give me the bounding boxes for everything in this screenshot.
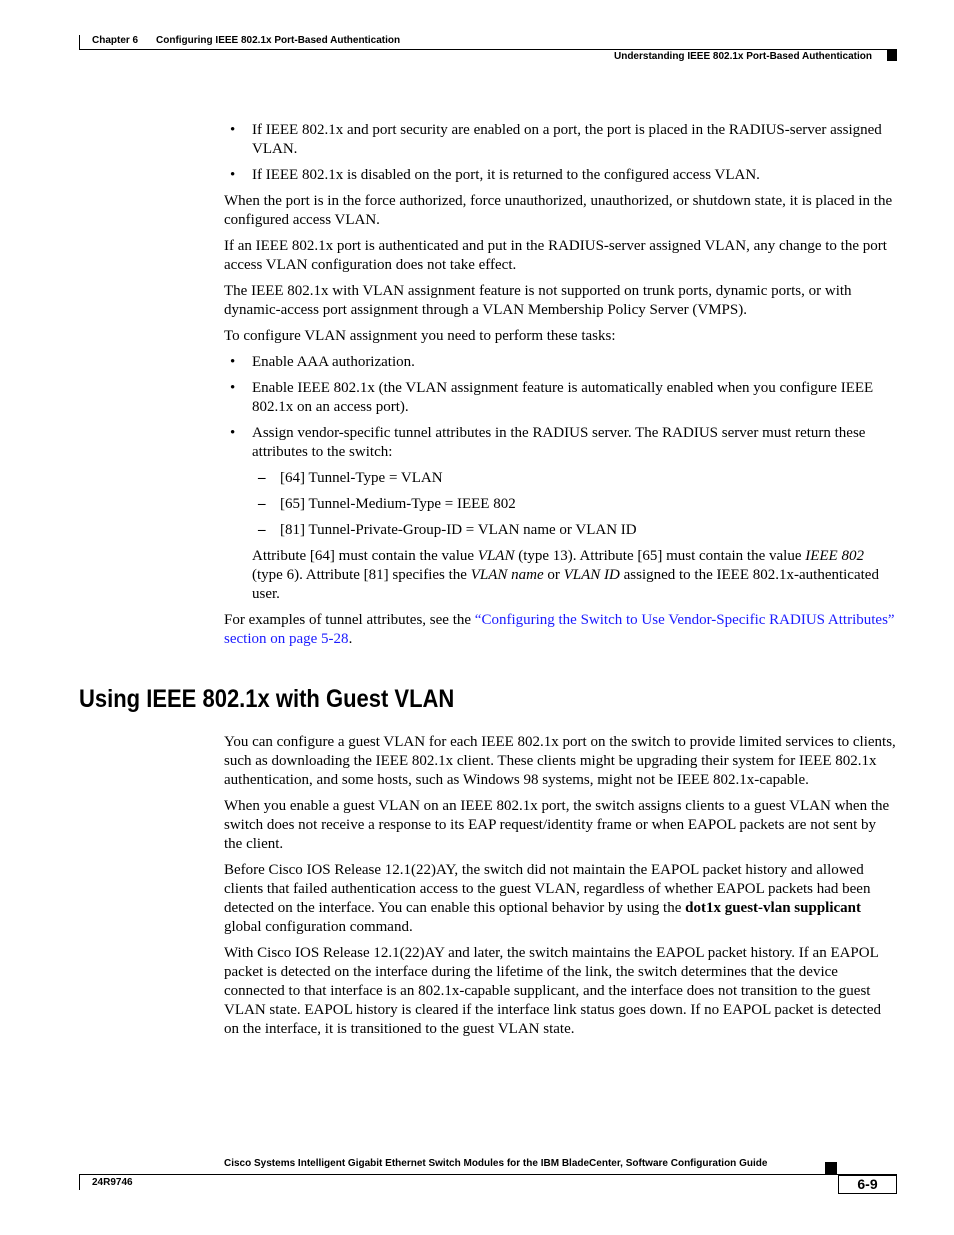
list-item: • Enable IEEE 802.1x (the VLAN assignment feature is automatically enabled when you configure IEEE 802.1x on an access port).: [230, 380, 874, 415]
header-marker: [887, 50, 897, 61]
paragraph: When the port is in the force authorized, force unauthorized, unauthorized, or shutdown state, it is placed in the configured access VLAN.: [224, 193, 893, 228]
list-item: • Enable AAA authorization.: [230, 354, 415, 370]
header-chapter: Chapter 6: [92, 35, 139, 46]
sub-list-item: – [81] Tunnel-Private-Group-ID = VLAN name or VLAN ID: [258, 522, 637, 538]
cross-reference-link[interactable]: “Configuring the Switch to Use Vendor-Specific RADIUS Attributes” section on page 5-28: [224, 612, 895, 647]
paragraph: When you enable a guest VLAN on an IEEE 802.1x port, the switch assigns clients to a guest VLAN when the switch does not receive a response to its EAP request/identity frame or when EAPOL packets are not sent by the client.: [224, 798, 890, 852]
paragraph: For examples of tunnel attributes, see the “Configuring the Switch to Use Vendor-Specific RADIUS Attributes” section on page 5-28.: [224, 612, 895, 647]
header-rule: [79, 49, 897, 50]
list-item: • If IEEE 802.1x is disabled on the port, it is returned to the configured access VLAN.: [230, 167, 760, 183]
list-item: • Assign vendor-specific tunnel attributes in the RADIUS server. The RADIUS server must return these attributes to the switch:: [230, 425, 866, 460]
section-title: Using IEEE 802.1x with Guest VLAN: [79, 685, 455, 713]
page-number: 6-9: [838, 1175, 897, 1194]
paragraph: With Cisco IOS Release 12.1(22)AY and later, the switch maintains the EAPOL packet history. If an EAPOL packet is detected on the interface during the lifetime of the link, the switch determines that the device connected to that interface is an 802.1x-capable supplicant, and the interface does not transition to the guest VLAN state. EAPOL history is cleared if the interface link status goes down. If no EAPOL packet is detected on the interface, it is transitioned to the guest VLAN state.: [224, 945, 882, 1037]
sub-list-item: – [65] Tunnel-Medium-Type = IEEE 802: [258, 496, 516, 512]
footer-title: Cisco Systems Intelligent Gigabit Ethernet Switch Modules for the IBM BladeCenter, Software Configuration Guide: [224, 1158, 768, 1169]
header-left-rule: [79, 35, 80, 50]
paragraph: The IEEE 802.1x with VLAN assignment feature is not supported on trunk ports, dynamic ports, or with dynamic-access port assignment through a VLAN Membership Policy Server (VMPS).: [224, 283, 852, 318]
footer-rule: [79, 1174, 897, 1175]
body-section: [224, 733, 896, 1046]
paragraph: Before Cisco IOS Release 12.1(22)AY, the switch did not maintain the EAPOL packet history and allowed clients that failed authentication access to the guest VLAN, regardless of whether EAPOL packets had been detected on the interface. You can enable this optional behavior by using the dot1x guest-vlan supplicant global configuration command.: [224, 862, 871, 935]
sub-list-item: – [64] Tunnel-Type = VLAN: [258, 470, 443, 486]
command-text: dot1x guest-vlan supplicant: [685, 900, 861, 916]
header-chapter-title: Configuring IEEE 802.1x Port-Based Authentication: [156, 35, 401, 46]
paragraph: You can configure a guest VLAN for each IEEE 802.1x port on the switch to provide limited services to clients, such as downloading the IEEE 802.1x client. These clients might be upgrading their system for IEEE 802.1x authentication, and some hosts, such as Windows 98 systems, might not be IEEE 802.1x-capable.: [224, 734, 896, 788]
body-top: [224, 121, 896, 656]
footer-left-rule: [79, 1174, 80, 1190]
header-section: Understanding IEEE 802.1x Port-Based Authentication: [613, 51, 872, 62]
attribute-note: Attribute [64] must contain the value VLAN (type 13). Attribute [65] must contain the value IEEE 802 (type 6). Attribute [81] specifies the VLAN name or VLAN ID assigned to the IEEE 802.1x-authenticated user.: [252, 548, 879, 602]
footer-doc-id: 24R9746: [92, 1177, 133, 1188]
paragraph: If an IEEE 802.1x port is authenticated and put in the RADIUS-server assigned VLAN, any change to the port access VLAN configuration does not take effect.: [224, 238, 887, 273]
paragraph: To configure VLAN assignment you need to perform these tasks:: [224, 328, 616, 344]
list-item: • If IEEE 802.1x and port security are enabled on a port, the port is placed in the RADIUS-server assigned VLAN.: [230, 122, 882, 157]
